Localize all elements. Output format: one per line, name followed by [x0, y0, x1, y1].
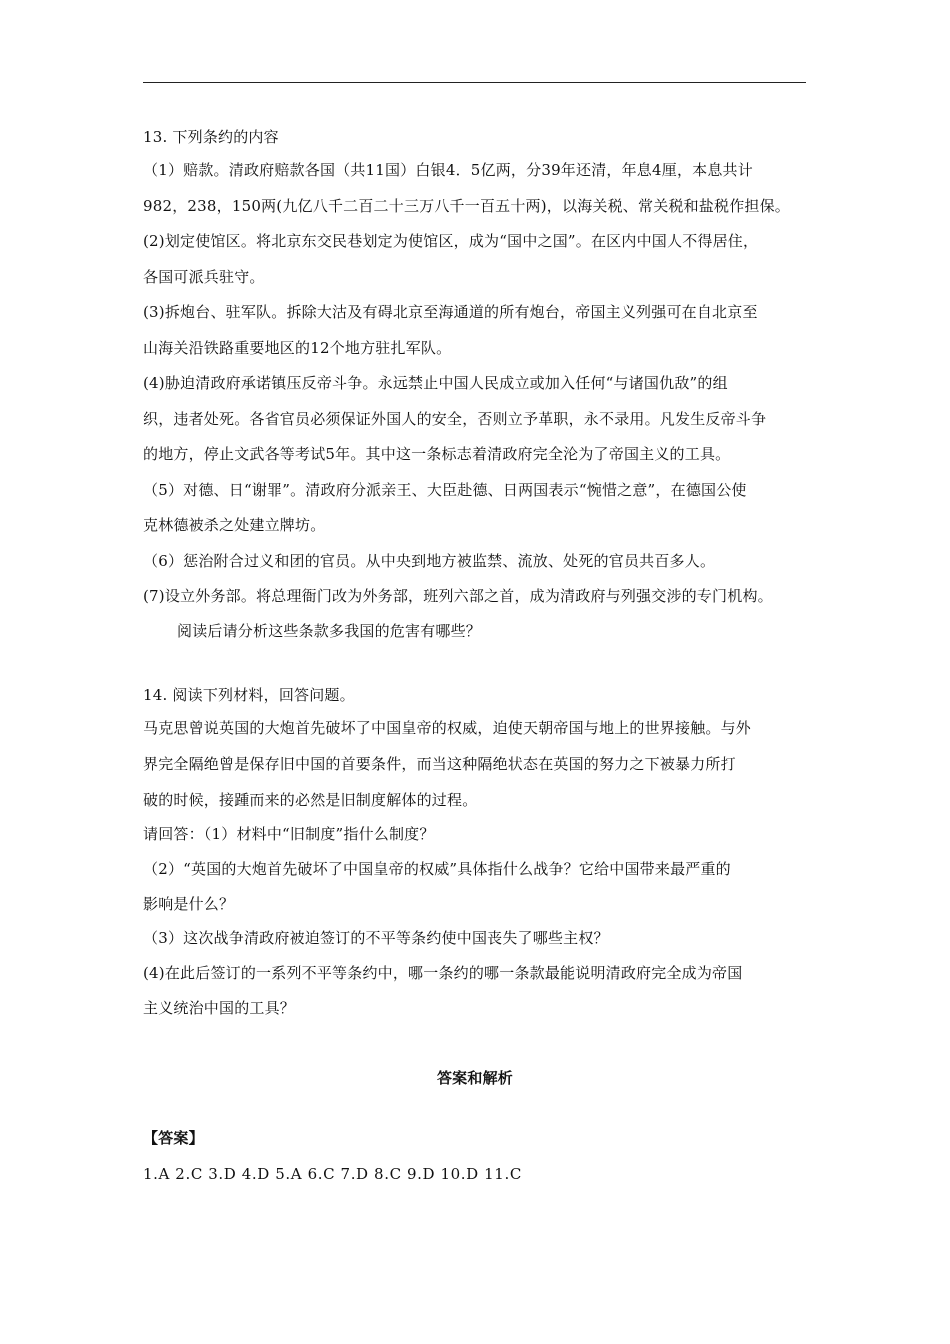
q13-line: 织，违者处死。各省官员必须保证外国人的安全，否则立予革职，永不录用。凡发生反帝斗争: [143, 410, 767, 428]
q14-question-line: 影响是什么？: [143, 895, 235, 913]
answers-label: 【答案】: [143, 1129, 204, 1147]
q14-question-line: （3）这次战争清政府被迫签订的不平等条约使中国丧失了哪些主权？: [143, 929, 609, 947]
q13-line: 982，238，150两(九亿八千二百二十三万八千一百五十两)，以海关税、常关税和盐税作担保。: [143, 197, 790, 215]
q14-material-line: 马克思曾说英国的大炮首先破坏了中国皇帝的权威，迫使天朝帝国与地上的世界接触。与外: [143, 719, 752, 737]
q13-line: （6）惩治附合过义和团的官员。从中央到地方被监禁、流放、处死的官员共百多人。: [143, 552, 716, 570]
q13-line: (3)拆炮台、驻军队。拆除大沽及有碍北京至海通道的所有炮台，帝国主义列强可在自北京至: [143, 303, 758, 321]
q13-line: (2)划定使馆区。将北京东交民巷划定为使馆区，成为“国中之国”。在区内中国人不得居住，: [143, 232, 759, 250]
q13-line: 克林德被杀之处建立牌坊。: [143, 516, 326, 534]
q14-question-line: （2）“英国的大炮首先破坏了中国皇帝的权威”具体指什么战争？它给中国带来最严重的: [143, 860, 731, 878]
q13-title: 13. 下列条约的内容: [143, 128, 279, 146]
q14-question-line: (4)在此后签订的一系列不平等条约中，哪一条约的哪一条款最能说明清政府完全成为帝国: [143, 964, 743, 982]
answers-section-title: 答案和解析: [436, 1069, 513, 1087]
q13-line: 的地方，停止文武各等考试5年。其中这一条标志着清政府完全沦为了帝国主义的工具。: [143, 445, 731, 463]
header-rule: [143, 82, 806, 83]
q13-line: （5）对德、日“谢罪”。清政府分派亲王、大臣赴德、日两国表示“惋惜之意”，在德国公使: [143, 481, 747, 499]
q13-line: (4)胁迫清政府承诺镇压反帝斗争。永远禁止中国人民成立或加入任何“与诸国仇敌”的组: [143, 374, 728, 392]
answers-line: 1.A 2.C 3.D 4.D 5.A 6.C 7.D 8.C 9.D 10.D 11.C: [143, 1165, 522, 1183]
q14-question-line: 请回答：（1）材料中“旧制度”指什么制度？: [143, 825, 435, 843]
q13-question: 阅读后请分析这些条款多我国的危害有哪些？: [177, 622, 482, 640]
q13-line: 各国可派兵驻守。: [143, 268, 265, 286]
q13-line: （1）赔款。清政府赔款各国（共11国）白银4．5亿两，分39年还清，年息4厘，本息共计: [143, 161, 753, 179]
q14-material-line: 界完全隔绝曾是保存旧中国的首要条件，而当这种隔绝状态在英国的努力之下被暴力所打: [143, 755, 736, 773]
q14-title: 14. 阅读下列材料，回答问题。: [143, 686, 355, 704]
q14-material-line: 破的时候，接踵而来的必然是旧制度解体的过程。: [143, 791, 478, 809]
q13-line: (7)设立外务部。将总理衙门改为外务部，班列六部之首，成为清政府与列强交涉的专门机构。: [143, 587, 773, 605]
q14-question-line: 主义统治中国的工具？: [143, 999, 296, 1017]
q13-line: 山海关沿铁路重要地区的12个地方驻扎军队。: [143, 339, 452, 357]
